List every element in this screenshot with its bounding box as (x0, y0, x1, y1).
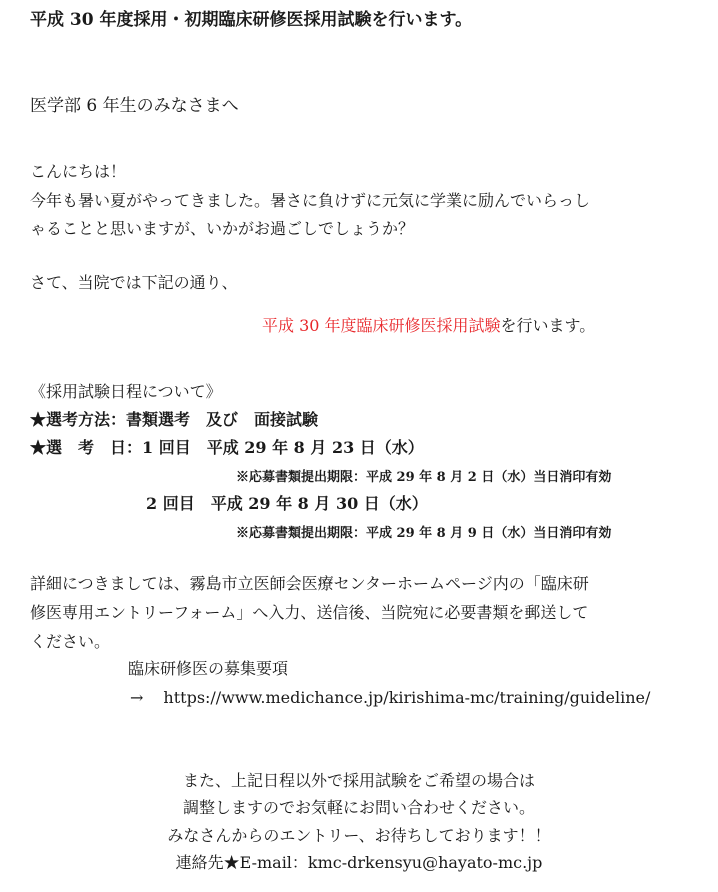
announce-line (262, 316, 595, 336)
schedule-date-1: ★選 考 日：1 回目 平成 29 年 8 月 23 日（水） (30, 438, 424, 457)
details-line-1: 詳細につきましては、霧島市立医師会医療センターホームページ内の「臨床研 (30, 574, 589, 593)
guide-label: 臨床研修医の募集要項 (128, 659, 289, 678)
closing-line-2: 調整しますのでお気軽にお問い合わせください。 (182, 798, 535, 817)
greeting: 医学部 6 年生のみなさまへ (30, 96, 239, 116)
announce-highlight: 平成 30 年度臨床研修医採用試験 (262, 316, 501, 335)
intro-line-2: 今年も暑い夏がやってきました。暑さに負けずに元気に学業に励んでいらっし (30, 191, 591, 210)
page-title: 平成 30 年度採用・初期臨床研修医採用試験を行います。 (30, 10, 473, 30)
announce-tail: を行います。 (500, 316, 596, 335)
schedule-deadline-2: ※応募書類提出期限：平成 29 年 8 月 9 日（水）当日消印有効 (236, 526, 612, 541)
contact-line[interactable]: 連絡先★E-mail：kmc-drkensyu@hayato-mc.jp (175, 853, 543, 872)
details-line-2: 修医専用エントリーフォーム」へ入力、送信後、当院宛に必要書類を郵送して (30, 603, 589, 622)
schedule-heading: 《採用試験日程について》 (30, 382, 222, 401)
intro-line-3: ゃることと思いますが、いかがお過ごしでしょうか？ (30, 219, 415, 238)
arrow-right-icon: → (130, 688, 144, 707)
intro-line-1: こんにちは！ (30, 162, 127, 181)
details-line-3: ください。 (30, 632, 111, 651)
schedule-deadline-1: ※応募書類提出期限：平成 29 年 8 月 2 日（水）当日消印有効 (236, 470, 612, 485)
schedule-method: ★選考方法：書類選考 及び 面接試験 (30, 410, 319, 429)
guide-url-link[interactable]: https://www.medichance.jp/kirishima-mc/training/guideline/ (163, 688, 651, 707)
schedule-date-2: 2 回目 平成 29 年 8 月 30 日（水） (146, 494, 428, 513)
guide-link-line (130, 688, 650, 708)
closing-line-3: みなさんからのエントリー、お待ちしております！！ (167, 826, 551, 845)
announce-lead: さて、当院では下記の通り、 (30, 273, 238, 292)
closing-line-1: また、上記日程以外で採用試験をご希望の場合は (182, 771, 535, 790)
